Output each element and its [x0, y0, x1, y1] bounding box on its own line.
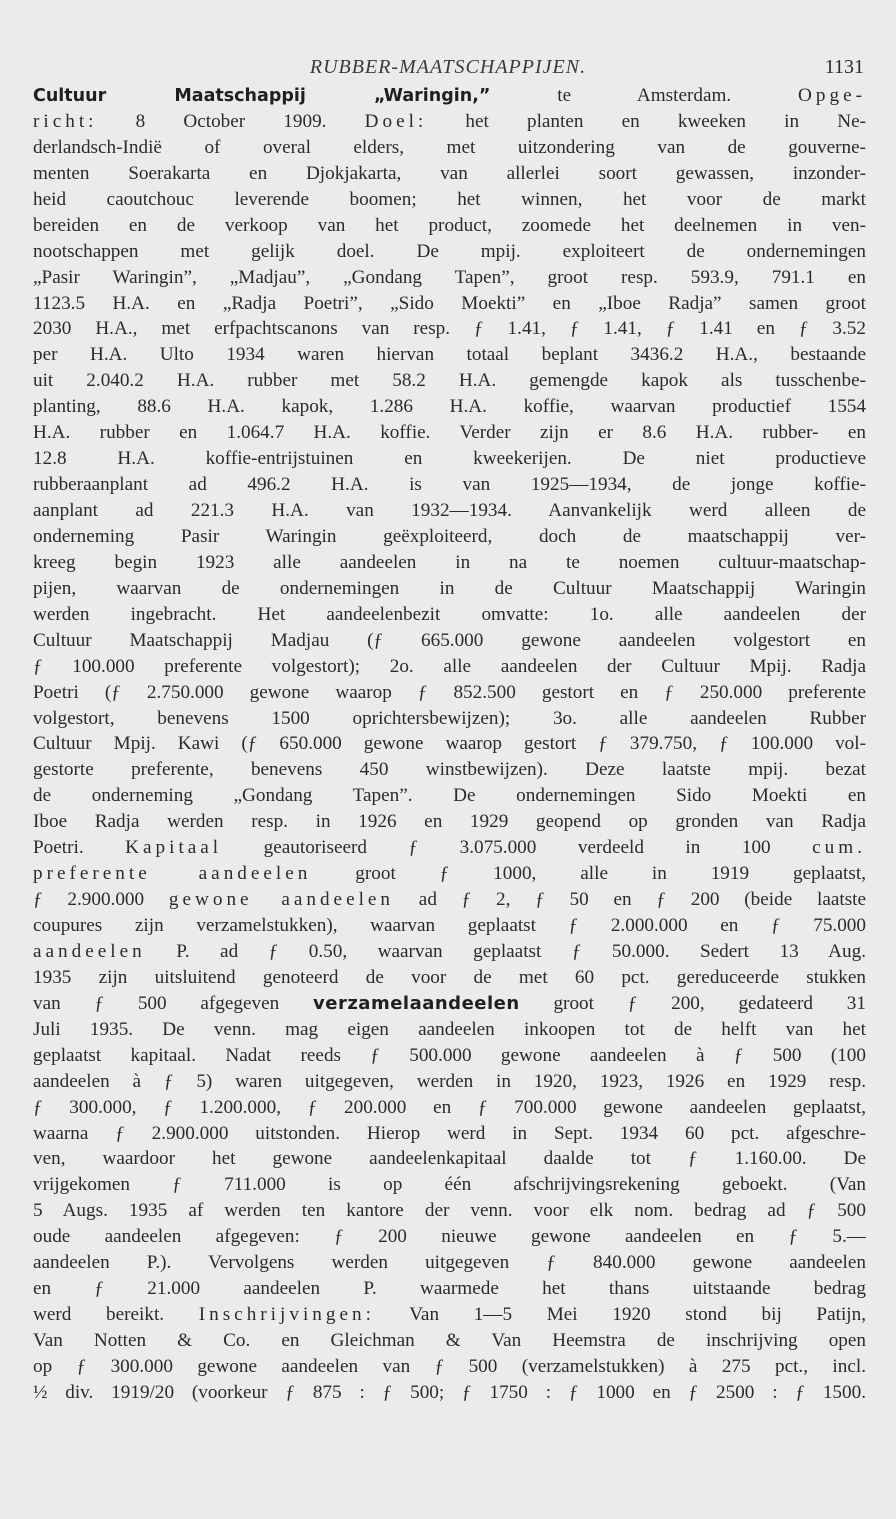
text-line: [33, 316, 866, 342]
spaced-term: gewone aandeelen: [168, 889, 395, 911]
text-line: [33, 939, 866, 965]
spaced-term: Doel:: [364, 110, 428, 132]
text-run: menten Soerakarta en Djokjakarta, van allerlei soort gewassen, inzonder-: [33, 162, 866, 184]
text-line: [33, 706, 866, 732]
text-line: [33, 1017, 866, 1043]
text-run: Van Notten & Co. en Gleichman & Van Heemstra de inschrijving open: [33, 1330, 866, 1351]
text-line: [33, 550, 866, 576]
text-line: [33, 1380, 866, 1406]
text-run: Poetri.: [33, 837, 126, 859]
text-line: [33, 446, 866, 472]
text-line: [33, 135, 866, 161]
text-run: de onderneming „Gondang Tapen”. De ondernemingen Sido Moekti en: [33, 785, 866, 807]
text-run: rubberaanplant ad 496.2 H.A. is van 1925—1934, de jonge koffie-: [33, 474, 866, 496]
text-run: 1935 zijn uitsluitend genoteerd de voor de met 60 pct. gereduceerde stukken: [33, 966, 866, 988]
text-run: te Amsterdam.: [490, 85, 799, 106]
text-run: Cultuur Mpij. Kawi (ƒ 650.000 gewone waarop gestort ƒ 379.750, ƒ 100.000 vol-: [33, 733, 866, 755]
spaced-term: aandeelen: [33, 940, 146, 962]
text-line: [33, 602, 866, 628]
text-line: [33, 420, 866, 446]
text-run: waarna ƒ 2.900.000 uitstonden. Hierop werd in Sept. 1934 60 pct. afgeschre-: [33, 1122, 866, 1144]
text-line: [33, 239, 866, 265]
text-line: [33, 472, 866, 498]
text-run: ½ div. 1919/20 (voorkeur ƒ 875 : ƒ 500; ƒ 1750 : ƒ 1000 en ƒ 2500 : ƒ 1500.: [33, 1381, 866, 1403]
text-line: [33, 913, 866, 939]
text-line: [33, 342, 866, 368]
text-line: [33, 213, 866, 239]
spaced-term: Opge-: [798, 85, 866, 106]
text-run: aandeelen P.). Vervolgens werden uitgegeven ƒ 840.000 gewone aandeelen: [33, 1252, 866, 1274]
text-run: het planten en kweeken in Ne-: [427, 110, 866, 132]
text-line: [33, 291, 866, 317]
text-run: op ƒ 300.000 gewone aandeelen van ƒ 500 (verzamelstukken) à 275 pct., incl.: [33, 1355, 866, 1377]
text-line: [33, 783, 866, 809]
text-line: [33, 654, 866, 680]
text-run: ƒ 2.900.000: [33, 889, 169, 911]
text-line: [33, 187, 866, 213]
text-run: Van 1—5 Mei 1920 stond bij Patijn,: [374, 1304, 866, 1326]
text-run: Poetri (ƒ 2.750.000 gewone waarop ƒ 852.500 gestort en ƒ 250.000 preferente: [33, 681, 866, 703]
company-name: Cultuur Maatschappij „Waringin,”: [33, 86, 491, 106]
text-run: werd bereikt.: [33, 1304, 199, 1326]
spaced-term: cum.: [812, 837, 866, 859]
text-run: P. ad ƒ 0.50, waarvan geplaatst ƒ 50.000. Sedert 13 Aug.: [145, 940, 866, 962]
text-run: en ƒ 21.000 aandeelen P. waarmede het thans uitstaande bedrag: [33, 1278, 866, 1300]
text-run: 12.8 H.A. koffie-entrijstuinen en kweekerijen. De niet productieve: [33, 448, 866, 470]
spaced-term: richt:: [33, 110, 98, 132]
text-line: [33, 965, 866, 991]
text-line: [33, 1354, 866, 1380]
text-run: groot ƒ 1000, alle in 1919 geplaatst,: [311, 863, 866, 885]
text-run: onderneming Pasir Waringin geëxploiteerd, doch de maatschappij ver-: [33, 525, 866, 547]
text-line: [33, 1172, 866, 1198]
text-line: [33, 861, 866, 887]
text-run: aandeelen à ƒ 5) waren uitgegeven, werden in 1920, 1923, 1926 en 1929 resp.: [33, 1070, 866, 1092]
text-run: vrijgekomen ƒ 711.000 is op één afschrijvingsrekening geboekt. (Van: [33, 1174, 866, 1196]
text-line: [33, 1095, 866, 1121]
text-run: heid caoutchouc leverende boomen; het winnen, het voor de markt: [33, 188, 866, 210]
text-line: [33, 1121, 866, 1147]
text-run: kreeg begin 1923 alle aandeelen in na te noemen cultuur-maatschap-: [33, 551, 866, 573]
text-run: per H.A. Ulto 1934 waren hiervan totaal beplant 3436.2 H.A., bestaande: [33, 344, 866, 366]
text-run: Iboe Radja werden resp. in 1926 en 1929 geopend op gronden van Radja: [33, 811, 866, 833]
text-run: geautoriseerd ƒ 3.075.000 verdeeld in 100: [222, 837, 813, 859]
text-run: H.A. rubber en 1.064.7 H.A. koffie. Verder zijn er 8.6 H.A. rubber- en: [33, 422, 866, 444]
text-line: [33, 1250, 866, 1276]
text-line: [33, 265, 866, 291]
text-line: [33, 757, 866, 783]
text-run: planting, 88.6 H.A. kapok, 1.286 H.A. koffie, waarvan productief 1554: [33, 396, 866, 418]
text-line: [33, 1302, 866, 1328]
text-run: bereiden en de verkoop van het product, zoomede het deelnemen in ven-: [33, 214, 866, 236]
text-run: ad ƒ 2, ƒ 50 en ƒ 200 (beide laatste: [394, 889, 866, 911]
text-line: [33, 887, 866, 913]
text-line: [33, 161, 866, 187]
text-line: [33, 731, 866, 757]
text-line: [33, 1198, 866, 1224]
text-line: [33, 83, 866, 109]
spaced-term: preferente aandeelen: [33, 863, 312, 885]
text-run: derlandsch-Indië of overal elders, met uitzondering van de gouverne-: [33, 136, 866, 158]
text-line: [33, 1069, 866, 1095]
text-line: [33, 1043, 866, 1069]
text-line: [33, 628, 866, 654]
page-number: 1131: [824, 56, 864, 78]
text-run: gestorte preferente, benevens 450 winstbewijzen). Deze laatste mpij. bezat: [33, 759, 866, 781]
text-line: [33, 1146, 866, 1172]
text-line: [33, 109, 866, 135]
text-run: 8 October 1909.: [97, 110, 365, 132]
text-run: werden ingebracht. Het aandeelenbezit omvatte: 1o. alle aandeelen der: [33, 603, 866, 625]
text-line: [33, 1276, 866, 1302]
text-line: [33, 1328, 866, 1354]
text-line: [33, 498, 866, 524]
text-run: uit 2.040.2 H.A. rubber met 58.2 H.A. gemengde kapok als tusschenbe-: [33, 370, 866, 392]
text-line: [33, 394, 866, 420]
spaced-term: Kapitaal: [125, 837, 223, 859]
text-line: [33, 991, 866, 1017]
text-line: [33, 576, 866, 602]
text-line: [33, 680, 866, 706]
text-run: ven, waardoor het gewone aandeelenkapitaal daalde tot ƒ 1.160.00. De: [33, 1148, 866, 1170]
text-run: nootschappen met gelijk doel. De mpij. exploiteert de ondernemingen: [33, 240, 866, 262]
text-run: aanplant ad 221.3 H.A. van 1932—1934. Aanvankelijk werd alleen de: [33, 500, 866, 521]
text-run: 1123.5 H.A. en „Radja Poetri”, „Sido Moekti” en „Iboe Radja” samen groot: [33, 292, 866, 314]
emphasized-term: verzamelaandeelen: [313, 992, 520, 1014]
text-run: Cultuur Maatschappij Madjau (ƒ 665.000 gewone aandeelen volgestort en: [33, 629, 866, 651]
text-run: volgestort, benevens 1500 oprichtersbewijzen); 3o. alle aandeelen Rubber: [33, 707, 866, 729]
text-run: 2030 H.A., met erfpachtscanons van resp. ƒ 1.41, ƒ 1.41, ƒ 1.41 en ƒ 3.52: [33, 318, 866, 340]
text-line: [33, 1224, 866, 1250]
text-line: [33, 835, 866, 861]
text-run: ƒ 300.000, ƒ 1.200.000, ƒ 200.000 en ƒ 700.000 gewone aandeelen geplaatst,: [33, 1096, 866, 1118]
running-title: RUBBER-MAATSCHAPPIJEN.: [309, 56, 587, 78]
text-run: pijen, waarvan de ondernemingen in de Cultuur Maatschappij Waringin: [33, 577, 866, 599]
text-run: coupures zijn verzamelstukken), waarvan geplaatst ƒ 2.000.000 en ƒ 75.000: [33, 915, 866, 936]
spaced-term: Inschrijvingen:: [198, 1304, 375, 1326]
text-run: 5 Augs. 1935 af werden ten kantore der venn. voor elk nom. bedrag ad ƒ 500: [33, 1200, 866, 1222]
text-line: [33, 809, 866, 835]
text-run: oude aandeelen afgegeven: ƒ 200 nieuwe gewone aandeelen en ƒ 5.—: [33, 1226, 866, 1248]
text-run: Juli 1935. De venn. mag eigen aandeelen inkoopen tot de helft van het: [33, 1018, 866, 1040]
text-run: groot ƒ 200, gedateerd 31: [519, 992, 866, 1014]
article-body: [33, 83, 866, 1406]
text-line: [33, 368, 866, 394]
text-run: geplaatst kapitaal. Nadat reeds ƒ 500.000 gewone aandeelen à ƒ 500 (100: [33, 1044, 866, 1066]
text-run: „Pasir Waringin”, „Madjau”, „Gondang Tapen”, groot resp. 593.9, 791.1 en: [33, 266, 866, 288]
text-line: [33, 524, 866, 550]
text-run: ƒ 100.000 preferente volgestort); 2o. alle aandeelen der Cultuur Mpij. Radja: [33, 655, 866, 677]
text-run: van ƒ 500 afgegeven: [33, 992, 313, 1014]
